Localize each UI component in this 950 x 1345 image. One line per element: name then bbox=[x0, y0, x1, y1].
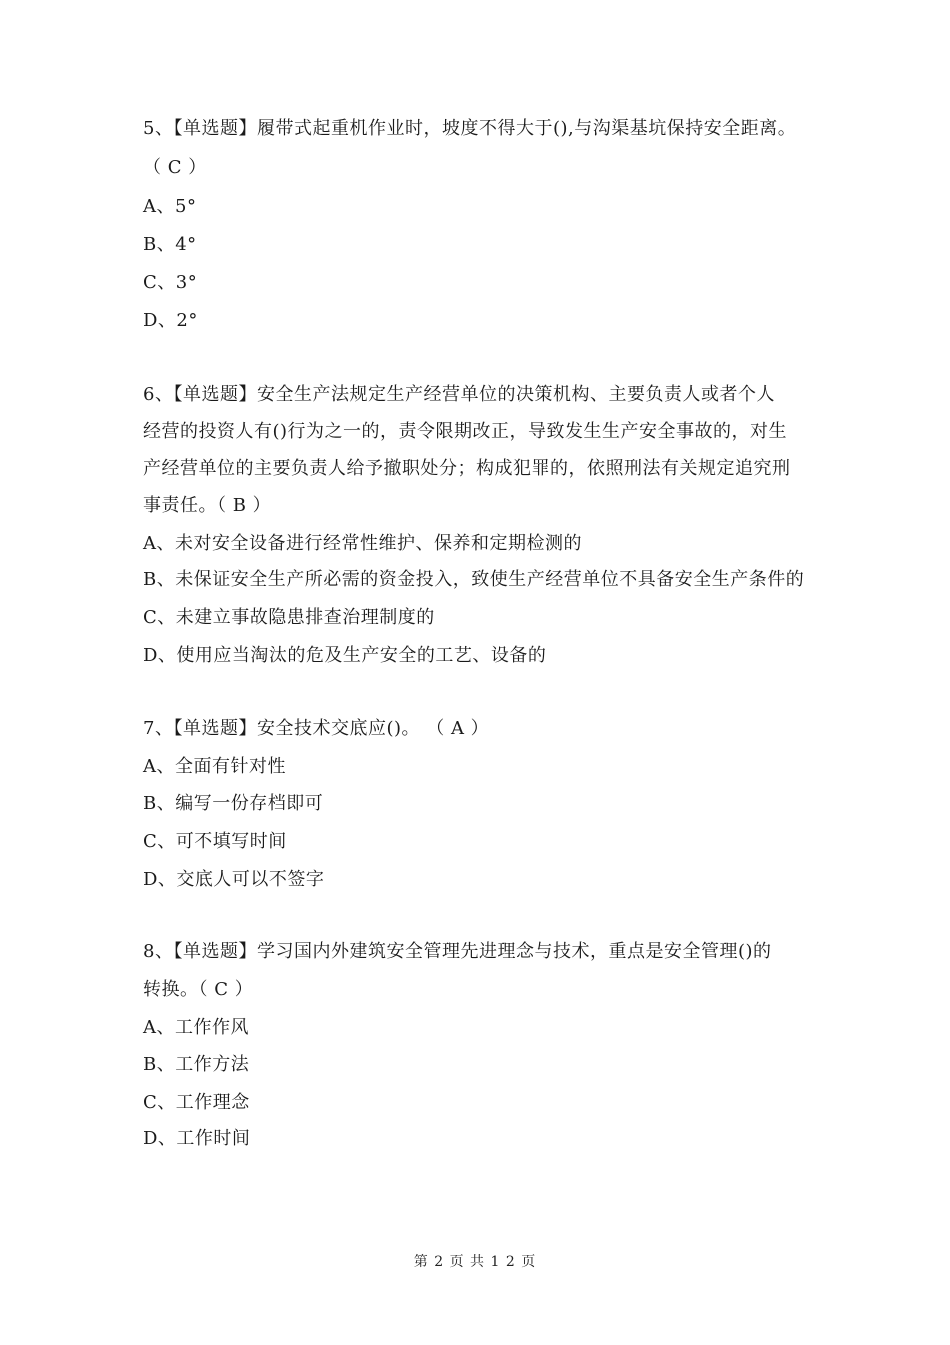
question-6-stem-line-1: 6、【单选题】安全生产法规定生产经营单位的决策机构、主要负责人或者个人 bbox=[143, 384, 775, 405]
question-5-option-b: B、4° bbox=[143, 234, 197, 255]
question-8-option-c: C、工作理念 bbox=[143, 1092, 250, 1113]
question-6-option-d: D、使用应当淘汰的危及生产安全的工艺、设备的 bbox=[143, 645, 547, 666]
question-8-option-a: A、工作作风 bbox=[143, 1017, 249, 1038]
page-footer: 第 2 页 共 1 2 页 bbox=[413, 1254, 537, 1270]
question-8-stem-line-2: 转换。（ C ） bbox=[143, 979, 254, 1000]
question-6-option-a: A、未对安全设备进行经常性维护、保养和定期检测的 bbox=[143, 533, 582, 554]
question-8-stem-line-1: 8、【单选题】学习国内外建筑安全管理先进理念与技术，重点是安全管理()的 bbox=[143, 941, 772, 962]
question-5-option-d: D、2° bbox=[143, 310, 198, 331]
question-7-option-a: A、全面有针对性 bbox=[143, 756, 286, 777]
question-8-option-d: D、工作时间 bbox=[143, 1128, 251, 1149]
question-7-stem-line-1: 7、【单选题】安全技术交底应()。 （ A ） bbox=[143, 718, 490, 739]
question-5-stem-line-1: 5、【单选题】履带式起重机作业时，坡度不得大于(),与沟渠基坑保持安全距离。 bbox=[143, 118, 797, 139]
question-5-option-a: A、5° bbox=[143, 196, 197, 217]
question-6-stem-line-4: 事责任。（ B ） bbox=[143, 495, 272, 516]
question-7-option-c: C、可不填写时间 bbox=[143, 831, 287, 852]
question-6-stem-line-3: 产经营单位的主要负责人给予撤职处分；构成犯罪的，依照刑法有关规定追究刑 bbox=[143, 458, 791, 479]
question-6-option-b: B、未保证安全生产所必需的资金投入，致使生产经营单位不具备安全生产条件的 bbox=[143, 569, 805, 590]
question-5-answer: （ C ） bbox=[143, 157, 207, 178]
question-7-option-d: D、交底人可以不签字 bbox=[143, 869, 325, 890]
question-5-option-c: C、3° bbox=[143, 272, 198, 293]
question-8-option-b: B、工作方法 bbox=[143, 1054, 250, 1075]
question-6-option-c: C、未建立事故隐患排查治理制度的 bbox=[143, 607, 435, 628]
question-6-stem-line-2: 经营的投资人有()行为之一的，责令限期改正，导致发生生产安全事故的，对生 bbox=[143, 421, 788, 442]
question-7-option-b: B、编写一份存档即可 bbox=[143, 793, 324, 814]
